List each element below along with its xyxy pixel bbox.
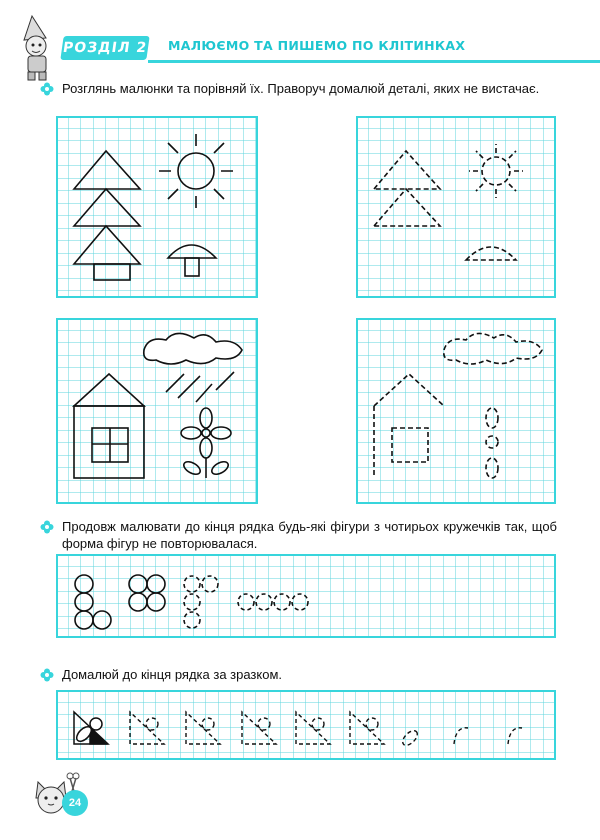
section-label: РОЗДІЛ 2 [60, 36, 149, 60]
gnome-mascot [10, 12, 70, 82]
grid-tree-sun-mushroom [56, 116, 258, 298]
task-1 [62, 80, 557, 97]
task-1-text: Розглянь малюнки та порівняй їх. Праворуч домалюй деталі, яких не вистачає. [62, 81, 540, 96]
task-2-text: Продовж малювати до кінця рядка будь-які фігури з чотирьох кружечків так, щоб форма фігур не повторювалася. [62, 519, 557, 551]
flower-icon [40, 82, 54, 96]
flower-icon [40, 668, 54, 682]
task-3-text: Домалюй до кінця рядка за зразком. [62, 667, 283, 682]
page-header [0, 28, 600, 64]
grid-house-cloud-flower [56, 318, 258, 504]
header-rule [148, 60, 600, 63]
flower-icon [40, 520, 54, 534]
grid-circles-row [56, 554, 556, 638]
page-title: МАЛЮЄМО ТА ПИШЕМО ПО КЛІТИНКАХ [168, 38, 466, 53]
task-3 [62, 666, 557, 683]
page-number: 24 [62, 790, 88, 816]
grid-copy-house-cloud [356, 318, 556, 504]
grid-pattern-row [56, 690, 556, 760]
grid-copy-tree-sun [356, 116, 556, 298]
task-2 [62, 518, 557, 552]
